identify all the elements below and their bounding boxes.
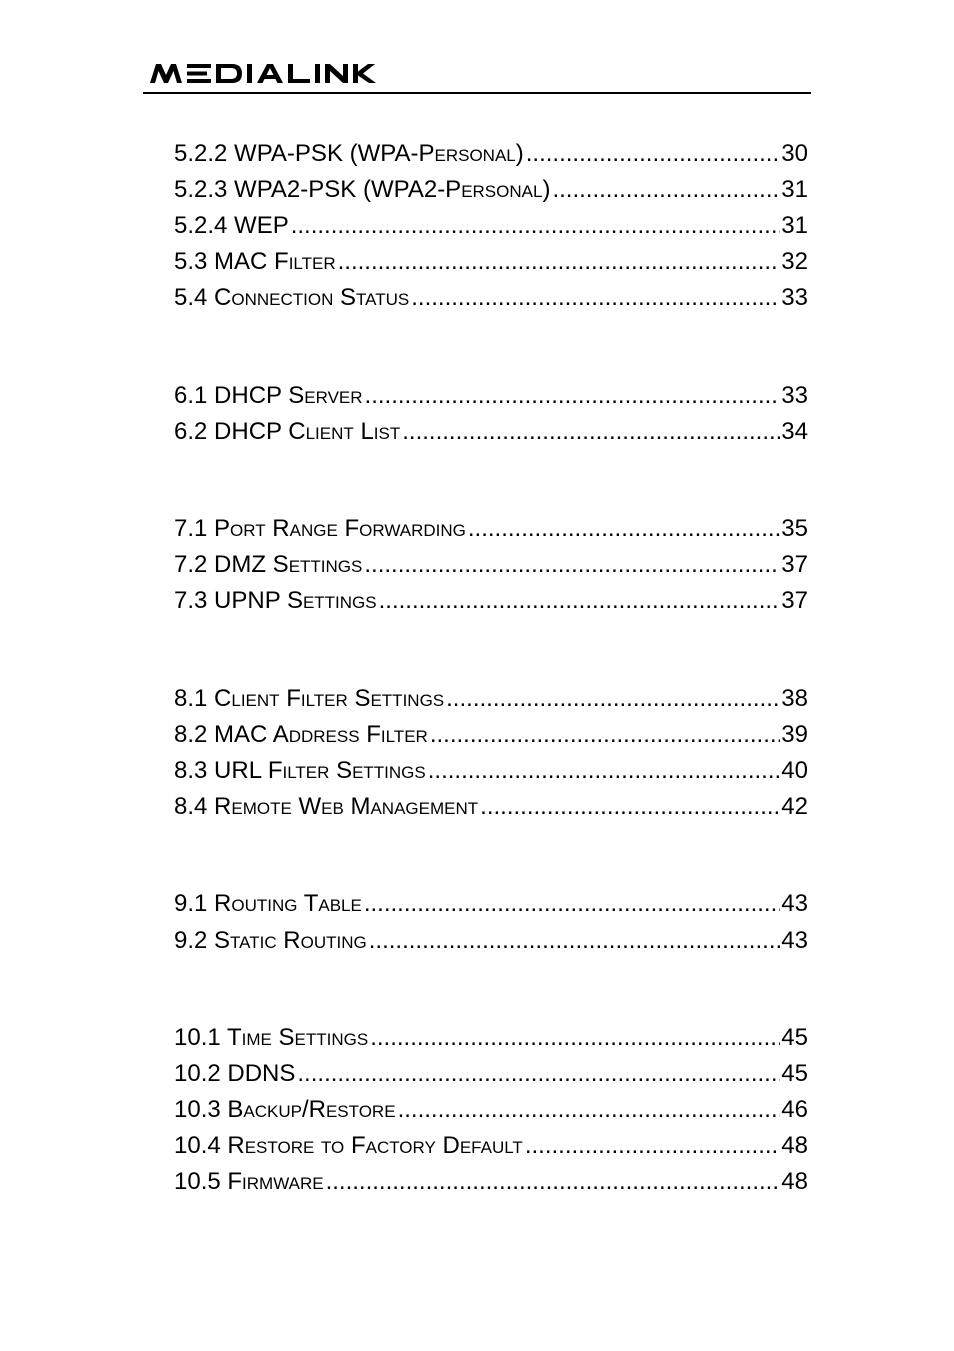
toc-entry-title: 5.4 Connection Status [174, 284, 410, 311]
toc-entry-title: 7.1 Port Range Forwarding [174, 515, 466, 542]
toc-entry[interactable] [174, 756, 808, 786]
toc-entry[interactable] [174, 211, 808, 241]
toc-page-number: 37 [781, 587, 808, 614]
dot-leader [402, 417, 780, 447]
toc-entry-title: 8.2 MAC Address Filter [174, 721, 428, 748]
dot-leader [552, 175, 780, 205]
toc-entry-title: 5.3 MAC Filter [174, 248, 336, 275]
toc-entry-title: 6.1 DHCP Server [174, 382, 363, 409]
dot-leader [326, 1167, 781, 1197]
toc-page-number: 33 [781, 284, 808, 311]
toc-entry-title: 6.2 DHCP Client List [174, 418, 401, 445]
toc-entry-title: 10.5 Firmware [174, 1168, 324, 1195]
toc-entry-title: 8.4 Remote Web Management [174, 793, 479, 820]
dot-leader [379, 586, 781, 616]
dot-leader [297, 1059, 780, 1089]
toc-page-number: 45 [781, 1024, 808, 1051]
toc-entry[interactable] [174, 417, 808, 447]
toc-entry[interactable] [174, 283, 808, 313]
toc-entry[interactable] [174, 926, 808, 956]
toc-page-number: 43 [781, 890, 808, 917]
toc-entry[interactable] [174, 139, 808, 169]
dot-leader [526, 139, 781, 169]
dot-leader [291, 211, 781, 241]
toc-page-number: 48 [781, 1132, 808, 1159]
toc-entry-title: 10.2 DDNS [174, 1060, 296, 1087]
toc-entry[interactable] [174, 792, 808, 822]
toc-page-number: 37 [781, 551, 808, 578]
toc-entry[interactable] [174, 175, 808, 205]
toc-entry-title: 5.2.2 WPA-PSK (WPA-Personal) [174, 140, 524, 167]
dot-leader [525, 1131, 780, 1161]
toc-entry-title: 10.4 Restore to Factory Default [174, 1132, 523, 1159]
dot-leader [364, 550, 780, 580]
toc-entry[interactable] [174, 586, 808, 616]
page-header [143, 58, 811, 94]
toc-entry[interactable] [174, 1059, 808, 1089]
dot-leader [369, 926, 781, 956]
dot-leader [480, 792, 780, 822]
toc-entry[interactable] [174, 889, 808, 919]
dot-leader [428, 756, 781, 786]
toc-entry[interactable] [174, 684, 808, 714]
dot-leader [365, 381, 781, 411]
dot-leader [446, 684, 780, 714]
toc-entry[interactable] [174, 550, 808, 580]
toc-entry-title: 10.1 Time Settings [174, 1024, 369, 1051]
toc-page-number: 34 [781, 418, 808, 445]
toc-page-number: 42 [781, 793, 808, 820]
toc-page-number: 43 [781, 927, 808, 954]
toc-entry[interactable] [174, 1023, 808, 1053]
toc-entry-title: 8.1 Client Filter Settings [174, 685, 445, 712]
toc-page-number: 30 [781, 140, 808, 167]
toc-entry-title: 5.2.3 WPA2-PSK (WPA2-Personal) [174, 176, 551, 203]
toc-entry-title: 7.3 UPNP Settings [174, 587, 377, 614]
toc-entry-title: 10.3 Backup/Restore [174, 1096, 396, 1123]
toc-entry-title: 9.2 Static Routing [174, 927, 367, 954]
toc-entry[interactable] [174, 381, 808, 411]
toc-page-number: 46 [781, 1096, 808, 1123]
toc-page-number: 40 [781, 757, 808, 784]
toc-entry[interactable] [174, 1095, 808, 1125]
toc-entry[interactable] [174, 247, 808, 277]
toc-page-number: 35 [781, 515, 808, 542]
toc-page-number: 32 [781, 248, 808, 275]
dot-leader [370, 1023, 780, 1053]
toc-page-number: 48 [781, 1168, 808, 1195]
toc-page-number: 33 [781, 382, 808, 409]
toc-entry[interactable] [174, 720, 808, 750]
toc-entry-title: 9.1 Routing Table [174, 890, 362, 917]
toc-entry[interactable] [174, 1167, 808, 1197]
toc-page-number: 38 [781, 685, 808, 712]
toc-entry-title: 7.2 DMZ Settings [174, 551, 363, 578]
toc-entry[interactable] [174, 1131, 808, 1161]
toc-page-number: 31 [781, 176, 808, 203]
toc-page-number: 45 [781, 1060, 808, 1087]
toc-entry[interactable] [174, 514, 808, 544]
toc-page-number: 39 [781, 721, 808, 748]
toc-entry-title: 5.2.4 WEP [174, 212, 289, 239]
dot-leader [430, 720, 780, 750]
toc-entry-title: 8.3 URL Filter Settings [174, 757, 426, 784]
dot-leader [468, 514, 780, 544]
toc-page-number: 31 [781, 212, 808, 239]
dot-leader [338, 247, 781, 277]
dot-leader [398, 1095, 781, 1125]
dot-leader [364, 889, 780, 919]
medialink-logo [148, 60, 418, 86]
dot-leader [411, 283, 780, 313]
